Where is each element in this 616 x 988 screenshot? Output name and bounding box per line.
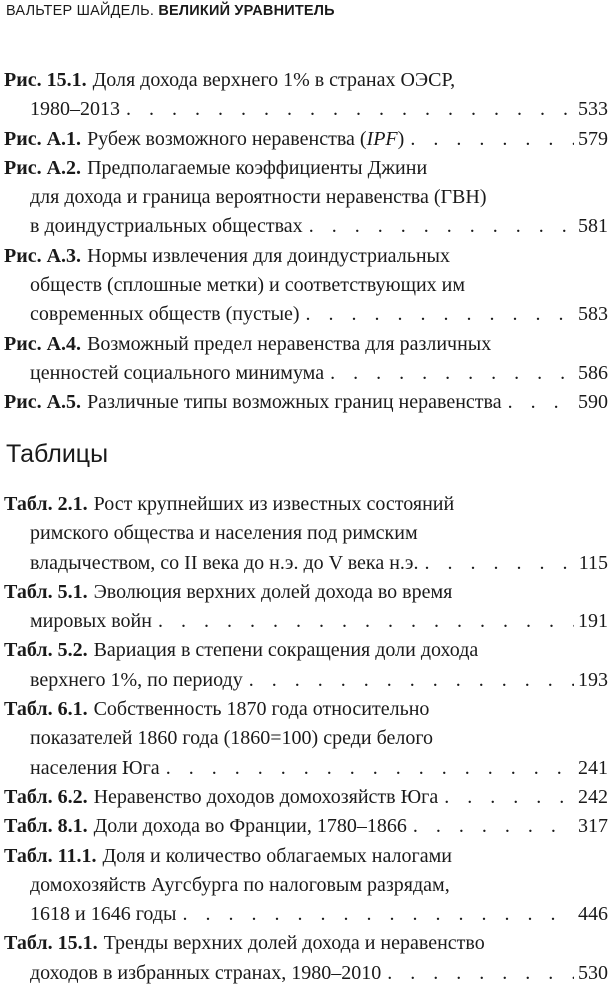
figure-entry (4, 330, 608, 389)
table-page-number: 241 (578, 756, 608, 779)
table-title-text: Неравенство доходов домохозяйств Юга (93, 785, 439, 808)
figure-entry (4, 242, 608, 330)
table-title-text: Доля и количество облагаемых налогами (102, 844, 452, 867)
table-entry-line (4, 607, 608, 636)
figure-title-text: Нормы извлечения для доиндустриальных (87, 244, 450, 267)
figure-label: Рис. А.4. (4, 332, 82, 355)
table-label: Табл. 6.2. (4, 785, 88, 808)
dot-leader (309, 212, 574, 241)
table-title-text: Доли дохода во Франции, 1780–1866 (93, 815, 407, 838)
table-title-text: мировых войн (30, 610, 152, 633)
figure-entry (4, 66, 608, 125)
table-page-number: 530 (578, 961, 608, 984)
figure-entry-line (4, 125, 608, 154)
table-page-number: 115 (578, 551, 608, 574)
running-head-author: ВАЛЬТЕР ШАЙДЕЛЬ. (6, 3, 155, 19)
table-title-text: владычеством, со II века до н.э. до V века н.э. (30, 551, 419, 574)
figure-entry-line (4, 66, 608, 95)
table-page-number: 191 (578, 610, 608, 633)
tables-section-heading: Таблицы (6, 440, 109, 468)
dot-leader (166, 754, 574, 783)
figure-entry-line (4, 359, 608, 388)
dot-leader (410, 125, 574, 154)
figures-list (4, 66, 608, 418)
table-label: Табл. 6.1. (4, 698, 88, 721)
table-entry-line (4, 519, 608, 548)
table-label: Табл. 8.1. (4, 815, 88, 838)
figure-label: Рис. А.1. (4, 127, 82, 150)
table-entry-line (4, 871, 608, 900)
table-entry (4, 490, 608, 578)
table-title-text: верхнего 1%, по периоду (30, 668, 243, 691)
table-title-text: Тренды верхних долей дохода и неравенство (103, 932, 485, 955)
table-entry (4, 812, 608, 841)
dot-leader (424, 549, 574, 578)
figure-entry-line (4, 300, 608, 329)
table-title-text: Вариация в степени сокращения доли дохода (93, 639, 479, 662)
figure-label: Рис. А.2. (4, 156, 82, 179)
table-entry (4, 783, 608, 812)
table-entry-line (4, 578, 608, 607)
table-entry (4, 578, 608, 637)
dot-leader (330, 359, 574, 388)
table-title-text: 1618 и 1646 годы (30, 903, 177, 926)
figure-entry (4, 154, 608, 242)
table-page-number: 193 (578, 668, 608, 691)
figure-entry-line (4, 271, 608, 300)
table-entry-line (4, 929, 608, 958)
table-entry-line (4, 549, 608, 578)
table-entry (4, 636, 608, 695)
dot-leader (508, 388, 574, 417)
figure-entry-line (4, 95, 608, 124)
figure-label: Рис. А.3. (4, 244, 82, 267)
figure-title-text: в доиндустриальных обществах (30, 215, 303, 238)
figure-title-text: Рубеж возможного неравенства ( (87, 127, 367, 150)
figure-title-text: ценностей социального минимума (30, 361, 325, 384)
figure-label: Рис. 15.1. (4, 69, 87, 91)
figure-page-number: 581 (578, 215, 608, 238)
figure-entry (4, 125, 608, 154)
dot-leader (126, 95, 574, 124)
table-label: Табл. 5.1. (4, 580, 88, 603)
figure-title-text: Различные типы возможных границ неравенства (87, 391, 502, 414)
table-entry (4, 695, 608, 783)
figure-page-number: 586 (578, 361, 608, 384)
table-page-number: 317 (578, 815, 608, 838)
table-label: Табл. 11.1. (4, 844, 97, 867)
table-entry (4, 842, 608, 930)
table-title-text: Эволюция верхних долей дохода во время (93, 580, 453, 603)
figure-title-text: для дохода и граница вероятности неравенства (ГВН) (30, 186, 487, 209)
table-entry-line (4, 900, 608, 929)
table-title-text: показателей 1860 года (1860=100) среди белого (30, 727, 434, 750)
table-title-text: домохозяйств Аугсбурга по налоговым разрядам, (30, 873, 450, 896)
figure-title-text: Доля дохода верхнего 1% в странах ОЭСР, (92, 69, 456, 91)
dot-leader (413, 812, 574, 841)
table-title-text: доходов в избранных странах, 1980–2010 (30, 961, 382, 984)
figure-entry-line (4, 242, 608, 271)
table-label: Табл. 2.1. (4, 493, 88, 515)
figure-page-number: 583 (578, 303, 608, 326)
figure-entry-line (4, 330, 608, 359)
running-head (6, 3, 335, 19)
dot-leader (387, 959, 574, 988)
figure-title-text: обществ (сплошные метки) и соответствующих им (30, 274, 466, 297)
figure-title-text: современных обществ (пустые) (30, 303, 300, 326)
figure-entry (4, 388, 608, 417)
figure-title-text: Предполагаемые коэффициенты Джини (87, 156, 428, 179)
figure-entry-line (4, 154, 608, 183)
figure-page-number: 533 (578, 98, 608, 121)
table-entry-line (4, 636, 608, 665)
figure-entry-line (4, 388, 608, 417)
dot-leader (306, 300, 574, 329)
table-entry-line (4, 724, 608, 753)
figure-title-text: 1980–2013 (30, 98, 120, 121)
dot-leader (249, 666, 574, 695)
figure-title-text: Возможный предел неравенства для различных (87, 332, 492, 355)
table-page-number: 446 (578, 903, 608, 926)
figure-page-number: 579 (578, 127, 608, 150)
table-page-number: 242 (578, 785, 608, 808)
figure-page-number: 590 (578, 391, 608, 414)
figure-title-text: ) (397, 127, 405, 150)
table-label: Табл. 5.2. (4, 639, 88, 662)
table-entry-line (4, 490, 608, 519)
figure-label: Рис. А.5. (4, 391, 82, 414)
tables-list (4, 490, 608, 988)
table-title-text: римского общества и населения под римским (30, 522, 418, 545)
table-title-text: Рост крупнейших из известных состояний (93, 493, 455, 515)
dot-leader (182, 900, 574, 929)
dot-leader (158, 607, 574, 636)
table-title-text: Собственность 1870 года относительно (93, 698, 430, 721)
table-entry-line (4, 695, 608, 724)
table-entry-line (4, 812, 608, 841)
table-entry (4, 929, 608, 988)
table-entry-line (4, 754, 608, 783)
table-entry-line (4, 783, 608, 812)
figure-entry-line (4, 183, 608, 212)
running-head-book-title: ВЕЛИКИЙ УРАВНИТЕЛЬ (158, 3, 335, 19)
figure-entry-line (4, 212, 608, 241)
table-entry-line (4, 842, 608, 871)
table-label: Табл. 15.1. (4, 932, 98, 955)
table-entry-line (4, 959, 608, 988)
dot-leader (444, 783, 574, 812)
figure-title-italic: IPF (366, 127, 398, 150)
table-title-text: населения Юга (30, 756, 160, 779)
table-entry-line (4, 666, 608, 695)
